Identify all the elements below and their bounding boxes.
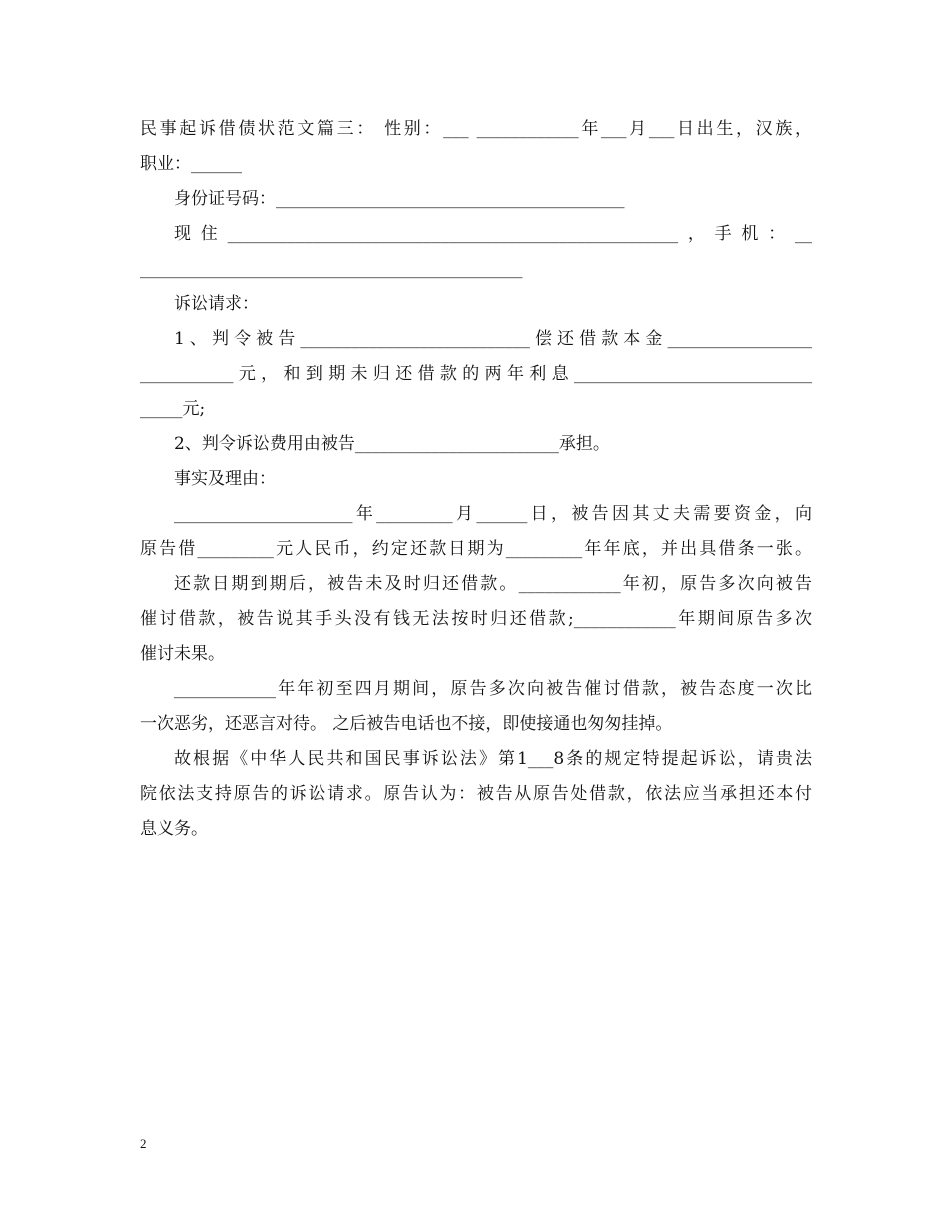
text-line: 职业：______ <box>140 154 242 174</box>
text-line: ___________元，和到期未归还借款的两年利息____________________________ <box>140 364 812 384</box>
text-line: 2、判令诉讼费用由被告________________________承担。 <box>174 434 610 454</box>
document-body <box>140 112 812 847</box>
text-line: 息义务。 <box>140 819 208 839</box>
text-line: 一次恶劣，还恶言对待。 之后被告电话也不接，即使接通也匆匆挂掉。 <box>140 714 673 734</box>
text-line: ____________年年初至四月期间，原告多次向被告催讨借款，被告态度一次比 <box>174 679 812 699</box>
text-line: 催讨未果。 <box>140 644 225 664</box>
text-line: 1、判令被告___________________________偿还借款本金_________________ <box>174 329 812 349</box>
text-line: _____元; <box>140 399 206 419</box>
text-line: 原告借_________元人民币，约定还款日期为_________年年底，并出具借条一张。 <box>140 539 812 559</box>
text-line: 还款日期到期后，被告未及时归还借款。____________年初，原告多次向被告 <box>174 574 812 594</box>
text-line: _____________________年_________月______日，被告因其丈夫需要资金，向 <box>174 504 812 524</box>
text-line: 院依法支持原告的诉讼请求。原告认为：被告从原告处借款，依法应当承担还本付 <box>140 784 812 804</box>
text-line: 催讨借款，被告说其手头没有钱无法按时归还借款;____________年期间原告多次 <box>140 609 812 629</box>
text-line: 诉讼请求： <box>174 294 259 314</box>
text-line: 现住_____________________________________________________，手机：__ <box>174 224 812 244</box>
text-line: 事实及理由： <box>174 469 276 489</box>
text-line: _____________________________________________ <box>140 259 523 279</box>
page-number: 2 <box>140 1136 147 1151</box>
text-line: 民事起诉借债状范文篇三： 性别：___ ____________年___月___日出生，汉族， <box>140 119 812 139</box>
text-line: 故根据《中华人民共和国民事诉讼法》第1___8条的规定特提起诉讼，请贵法 <box>174 749 812 769</box>
text-line: 身份证号码：_________________________________________ <box>174 189 625 209</box>
